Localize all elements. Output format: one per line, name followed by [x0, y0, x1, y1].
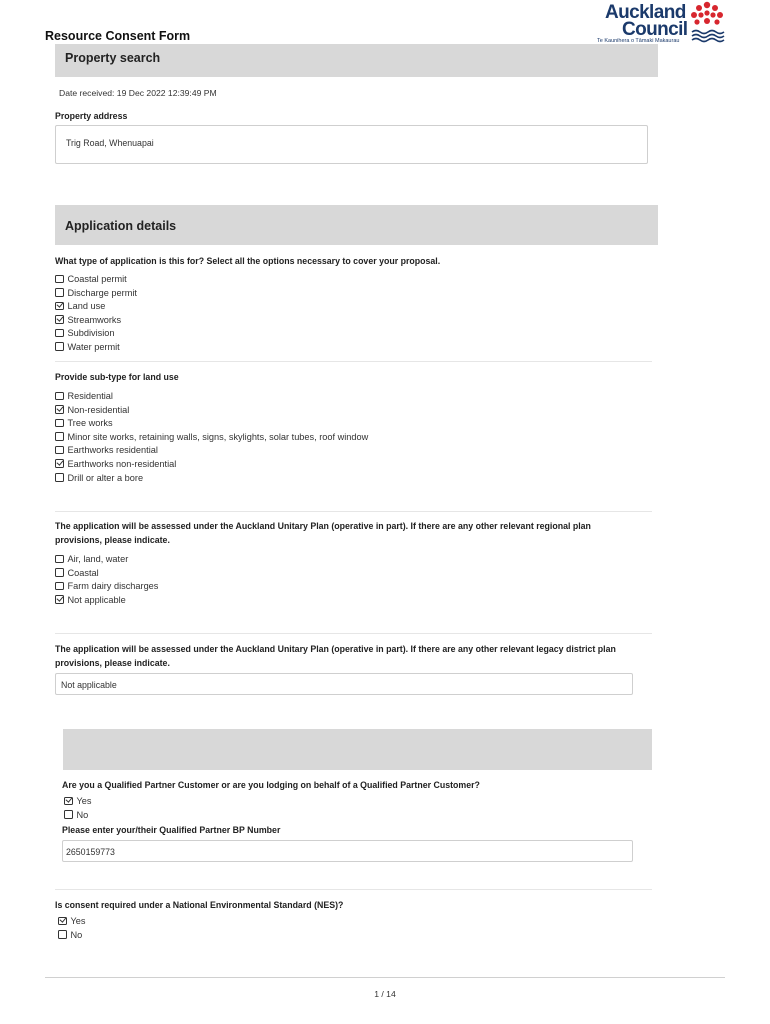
checkbox-checked-icon[interactable]: [55, 595, 64, 604]
partner-section-header: [63, 729, 652, 770]
logo-line1: Auckland: [605, 2, 686, 23]
checkbox-icon[interactable]: [55, 329, 64, 338]
option-non-residential[interactable]: Non-residential: [55, 404, 368, 418]
checkbox-icon[interactable]: [55, 582, 64, 591]
subtype-options: [55, 390, 368, 485]
footer-divider: [45, 977, 725, 978]
option-land-use[interactable]: Land use: [55, 300, 137, 314]
logo-tagline: Te Kaunihera o Tāmaki Makaurau: [597, 38, 680, 44]
checkbox-icon[interactable]: [55, 419, 64, 428]
option-minor-site-works[interactable]: Minor site works, retaining walls, signs, skylights, solar tubes, roof window: [55, 431, 368, 445]
option-air-land-water[interactable]: Air, land, water: [55, 553, 158, 567]
pohutukawa-flower-icon: [688, 0, 726, 46]
page-number: 1 / 14: [374, 989, 396, 999]
divider: [55, 361, 652, 362]
option-tree-works[interactable]: Tree works: [55, 417, 368, 431]
bp-number-label: Please enter your/their Qualified Partner BP Number: [62, 825, 281, 835]
property-address-field[interactable]: Trig Road, Whenuapai: [55, 125, 648, 164]
divider: [55, 633, 652, 634]
property-search-header: [55, 44, 658, 77]
logo-line2: Council: [622, 19, 688, 40]
option-residential[interactable]: Residential: [55, 390, 368, 404]
option-water-permit[interactable]: Water permit: [55, 341, 137, 355]
checkbox-checked-icon[interactable]: [64, 797, 73, 806]
checkbox-checked-icon[interactable]: [58, 917, 67, 926]
checkbox-checked-icon[interactable]: [55, 459, 64, 468]
divider: [55, 889, 652, 890]
divider: [55, 511, 652, 512]
option-discharge-permit[interactable]: Discharge permit: [55, 287, 137, 301]
form-title: Resource Consent Form: [45, 29, 191, 43]
checkbox-checked-icon[interactable]: [55, 302, 64, 311]
checkbox-icon[interactable]: [55, 275, 64, 284]
option-coastal[interactable]: Coastal: [55, 567, 158, 581]
checkbox-icon[interactable]: [55, 432, 64, 441]
property-search-heading: Property search: [65, 51, 161, 65]
option-not-applicable[interactable]: Not applicable: [55, 594, 158, 608]
option-farm-dairy[interactable]: Farm dairy discharges: [55, 580, 158, 594]
regional-plan-options: [55, 553, 158, 607]
checkbox-icon[interactable]: [55, 288, 64, 297]
regional-plan-question: The application will be assessed under the Auckland Unitary Plan (operative in part). If there are any other relevant regional plan provisions, please indicate.: [55, 521, 591, 545]
bp-number-field[interactable]: 2650159773: [62, 840, 633, 862]
option-nes-no[interactable]: No: [58, 929, 86, 943]
checkbox-icon[interactable]: [58, 930, 67, 939]
option-partner-yes[interactable]: Yes: [64, 795, 92, 809]
checkbox-icon[interactable]: [64, 810, 73, 819]
application-details-header: [55, 205, 658, 245]
checkbox-icon[interactable]: [55, 555, 64, 564]
option-nes-yes[interactable]: Yes: [58, 915, 86, 929]
date-received: Date received: 19 Dec 2022 12:39:49 PM: [59, 88, 217, 98]
nes-options: [58, 915, 86, 942]
district-plan-field[interactable]: Not applicable: [55, 673, 633, 695]
checkbox-icon[interactable]: [55, 568, 64, 577]
application-type-question: What type of application is this for? Select all the options necessary to cover your proposal.: [55, 256, 441, 266]
nes-question: Is consent required under a National Environmental Standard (NES)?: [55, 900, 344, 910]
checkbox-checked-icon[interactable]: [55, 315, 64, 324]
subtype-question: Provide sub-type for land use: [55, 372, 179, 382]
option-earthworks-residential[interactable]: Earthworks residential: [55, 444, 368, 458]
checkbox-icon[interactable]: [55, 342, 64, 351]
partner-options: [64, 795, 92, 822]
application-details-heading: Application details: [65, 219, 177, 233]
checkbox-checked-icon[interactable]: [55, 405, 64, 414]
checkbox-icon[interactable]: [55, 446, 64, 455]
property-address-label: Property address: [55, 111, 128, 121]
option-subdivision[interactable]: Subdivision: [55, 327, 137, 341]
option-partner-no[interactable]: No: [64, 809, 92, 823]
option-coastal-permit[interactable]: Coastal permit: [55, 273, 137, 287]
option-streamworks[interactable]: Streamworks: [55, 314, 137, 328]
option-earthworks-non-residential[interactable]: Earthworks non-residential: [55, 458, 368, 472]
partner-question: Are you a Qualified Partner Customer or are you lodging on behalf of a Qualified Partner Customer?: [62, 780, 480, 790]
option-drill-alter-bore[interactable]: Drill or alter a bore: [55, 472, 368, 486]
application-type-options: [55, 273, 137, 355]
checkbox-icon[interactable]: [55, 392, 64, 401]
district-plan-question: The application will be assessed under the Auckland Unitary Plan (operative in part). If there are any other relevant legacy district plan provisions, please indicate.: [55, 644, 616, 668]
auckland-council-logo: [597, 0, 727, 48]
checkbox-icon[interactable]: [55, 473, 64, 482]
